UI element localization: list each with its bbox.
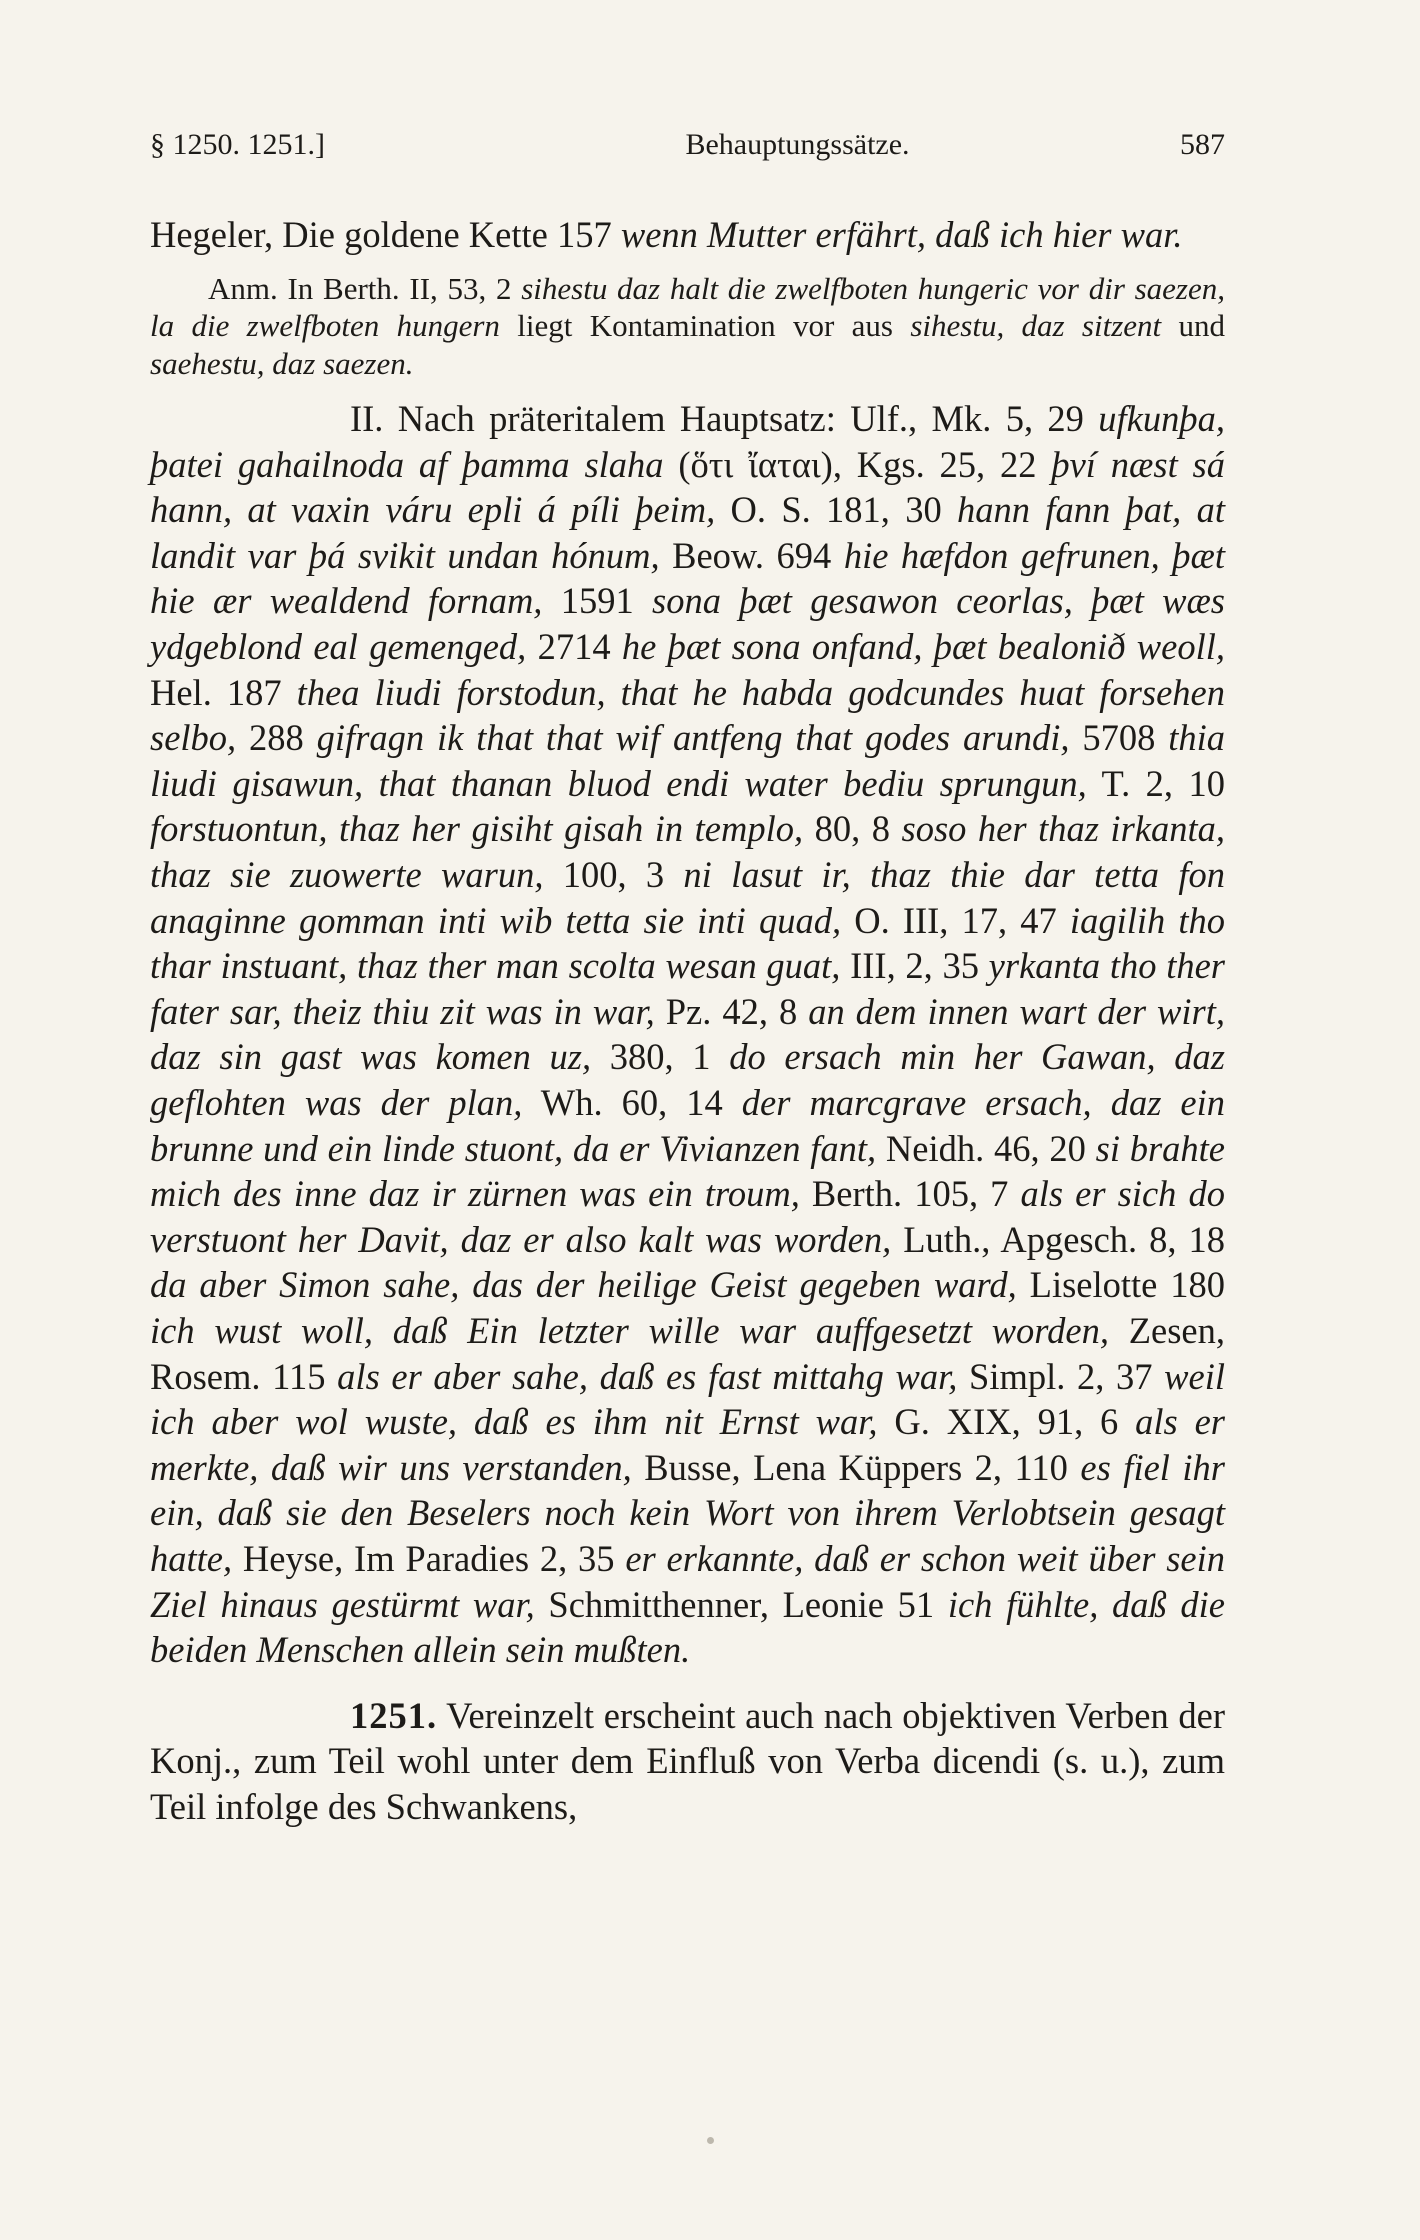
p2-run: Wh. 60, 14: [522, 1082, 742, 1123]
paragraph-section-1251: [150, 1693, 1225, 1830]
note-run: liegt Kontamination vor aus: [499, 308, 911, 344]
p2-run: he þæt sona onfand, þæt bealonið weoll,: [621, 626, 1226, 668]
p2-run: der marcgrave ersach, daz ein brunne und ein linde stuont, da er Vivianzen fant,: [150, 1082, 1226, 1169]
p2-run: 1591: [542, 580, 652, 622]
p2-run: soso her thaz irkanta, thaz sie zuowerte warun,: [150, 808, 1225, 896]
p2-run: forstuontun, thaz her gisiht gisah in templo,: [150, 808, 804, 850]
p2-run: ich fühlte, daß die beiden Menschen allein sein mußten.: [150, 1583, 1225, 1671]
p2-run: ni lasut ir, thaz thie dar tetta fon anaginne gomman inti wib tetta sie inti quad,: [150, 854, 1225, 941]
p2-run: 100, 3: [543, 854, 684, 896]
remark-paragraph: [150, 270, 1225, 383]
note-run: sihestu daz halt die zwelfboten hungeric vor dir saezen, la die zwelfboten hungern: [150, 270, 1226, 344]
p2-run: Pz. 42, 8: [654, 990, 809, 1032]
p2-run: iagilih tho thar instuant, thaz ther man scolta wesan guat,: [150, 899, 1226, 987]
p2-run: hie hæfdon gefrunen, þæt hie ær wealdend fornam,: [150, 534, 1226, 622]
paper-speck: [707, 2137, 714, 2144]
p2-run: því næst sá hann, at vaxin váru epli á píli þeim,: [150, 443, 1225, 531]
p2-run: Liselotte 180: [1016, 1264, 1225, 1306]
p2-run: da aber Simon sahe, das der heilige Geist gegeben ward,: [150, 1264, 1017, 1306]
p2-run: 80, 8: [803, 808, 902, 850]
running-title: Behauptungssätze.: [685, 128, 910, 161]
p2-run: als er merkte, daß wir uns verstanden,: [150, 1401, 1226, 1488]
section-reference: § 1250. 1251.]: [150, 128, 325, 161]
p2-run: Hel. 187: [150, 671, 297, 713]
page-number: 587: [1179, 128, 1225, 161]
p2-run: hann fann þat, at landit var þá svikit undan hónum,: [150, 489, 1225, 576]
p1-run: Hegeler, Die goldene Kette 157: [150, 214, 621, 255]
p2-run: si brahte mich des inne daz ir zürnen was ein troum,: [150, 1127, 1226, 1215]
p2-run: T. 2, 10: [1086, 762, 1225, 804]
p2-run: Heyse, Im Paradies 2, 35: [232, 1537, 626, 1579]
p1-run: wenn Mutter erfährt, daß ich hier war.: [620, 214, 1183, 255]
p2-run: (ὅτι ἴαται), Kgs. 25, 22: [663, 443, 1052, 485]
p2-run: III, 2, 35: [840, 945, 989, 987]
p2-run: II. Nach präteritalem Hauptsatz: Ulf., Mk. 5, 29: [350, 398, 1099, 440]
p2-run: thea liudi forstodun, that he habda godcundes huat forsehen selbo,: [150, 671, 1226, 759]
p2-run: 5708: [1069, 717, 1169, 759]
p2-run: Beow. 694: [659, 534, 844, 576]
p2-run: Busse, Lena Küppers 2, 110: [631, 1446, 1081, 1488]
p2-run: als er aber sahe, daß es fast mittahg war,: [337, 1355, 958, 1397]
p2-run: Neidh. 46, 20: [876, 1127, 1096, 1169]
p2-run: er erkannte, daß er schon weit über sein Ziel hinaus gestürmt war,: [150, 1537, 1225, 1625]
p2-run: als er sich do verstuont her Davit, daz er also kalt was worden,: [150, 1173, 1226, 1260]
paragraph-section-ii: [150, 396, 1225, 1673]
p2-run: ich wust woll, daß Ein letzter wille war auffgesetzt worden,: [150, 1309, 1109, 1351]
p2-run: O. III, 17, 47: [841, 899, 1070, 941]
p2-run: do ersach min her Gawan, daz geflohten was der plan,: [150, 1036, 1226, 1123]
p2-run: an dem innen wart der wirt, daz sin gast was komen uz,: [150, 990, 1226, 1078]
paragraph-hegeler: [150, 212, 1225, 258]
note-run: und: [1161, 308, 1226, 344]
p2-run: 288: [236, 717, 317, 759]
p2-run: Zesen, Rosem. 115: [150, 1309, 1225, 1397]
p2-run: 2714: [526, 626, 622, 668]
page: [150, 128, 1225, 1830]
p2-run: weil ich aber wol wuste, daß es ihm nit Ernst war,: [150, 1355, 1225, 1443]
p2-run: O. S. 181, 30: [715, 489, 958, 531]
p2-run: 380, 1: [591, 1036, 730, 1078]
p2-run: Luth., Apgesch. 8, 18: [891, 1218, 1225, 1260]
p2-run: G. XIX, 91, 6: [877, 1401, 1136, 1443]
p2-run: gifragn ik that that wif antfeng that godes arundi,: [316, 717, 1070, 759]
p2-run: sona þæt gesawon ceorlas, þæt wæs ydgeblond eal gemenged,: [150, 580, 1225, 668]
p2-run: thia liudi gisawun, that thanan bluod endi water bediu sprungun,: [150, 717, 1226, 804]
p3-run: Vereinzelt erscheint auch nach objektiven Verben der Konj., zum Teil wohl unter dem Einfluß von Verba dicendi (s. u.), zum Teil infolge des Schwankens,: [150, 1694, 1225, 1827]
p2-run: Simpl. 2, 37: [957, 1355, 1165, 1397]
p2-run: Schmitthenner, Leonie 51: [534, 1583, 948, 1625]
note-run: saehestu, daz saezen.: [150, 345, 414, 381]
note-run: Anm. In Berth. II, 53, 2: [208, 270, 522, 306]
p2-run: es fiel ihr ein, daß sie den Beselers noch kein Wort von ihrem Verlobtsein gesagt hatte,: [150, 1446, 1226, 1579]
p2-run: ufkunþa, þatei gahailnoda af þamma slaha: [150, 398, 1225, 485]
p3-run: 1251.: [350, 1694, 438, 1736]
note-run: sihestu, daz sitzent: [910, 308, 1162, 344]
p2-run: yrkanta tho ther fater sar, theiz thiu zit was in war,: [150, 945, 1225, 1032]
running-head: [150, 128, 1225, 184]
p2-run: Berth. 105, 7: [799, 1173, 1021, 1215]
